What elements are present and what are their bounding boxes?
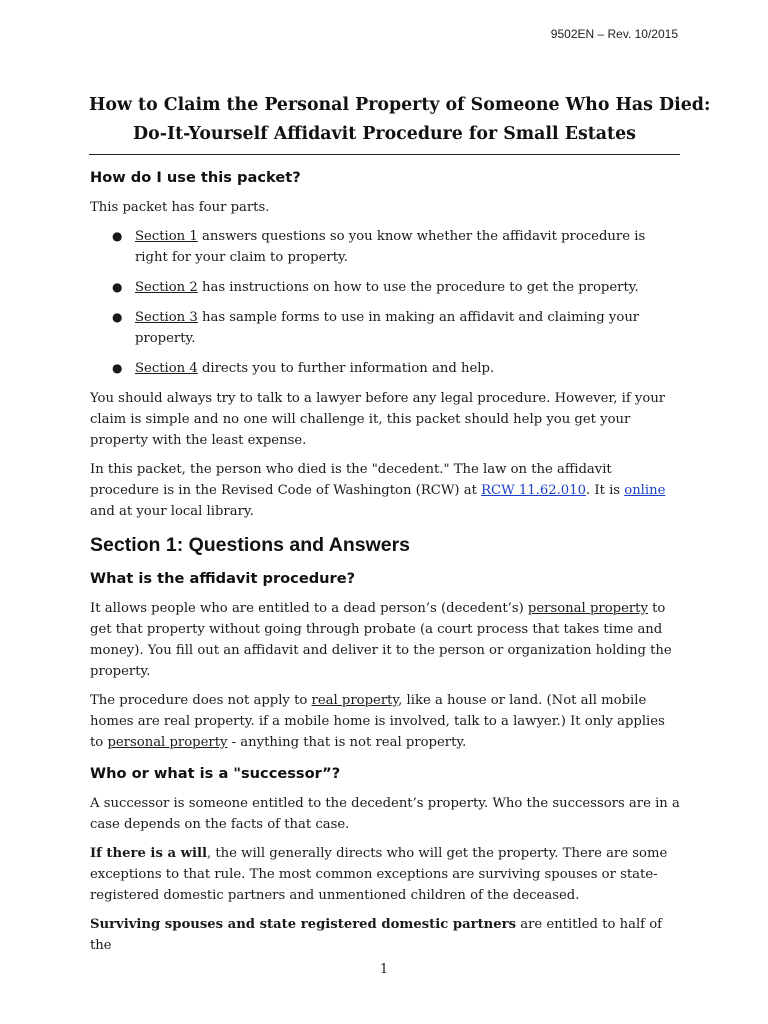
will-paragraph: [90, 843, 682, 906]
text-span: to get that property without going through probate (a court process that takes time and money). You fill out an affidavit and deliver it to the person or organization holding the property.: [90, 601, 672, 679]
section-3-desc: has sample forms to use in making an affidavit and claiming your property.: [135, 310, 640, 346]
heading-affidavit-procedure: What is the affidavit procedure?: [90, 570, 356, 587]
bullet-icon: ●: [112, 280, 123, 294]
lawyer-advice-paragraph: You should always try to talk to a lawyer before any legal procedure. However, if your claim is simple and no one will challenge it, this packet should help you get your property with the least expense.: [90, 391, 666, 448]
text-span: , like a house or land. (Not all mobile homes are real property. if a mobile home is involved, talk to a lawyer.) It only applies to: [90, 693, 665, 750]
title-line-1: How to Claim the Personal Property of Someone Who Has Died:: [89, 95, 711, 115]
spouses-bold-lead: Surviving spouses and state registered domestic partners: [90, 917, 517, 932]
list-item-section-3: [90, 307, 682, 349]
heading-successor: Who or what is a "successor”?: [90, 765, 341, 782]
list-item-section-2: [90, 277, 682, 298]
online-link[interactable]: online: [624, 483, 666, 498]
bullet-icon: ●: [112, 229, 123, 243]
form-revision-id: 9502EN – Rev. 10/2015: [550, 27, 678, 41]
intro-lead: This packet has four parts.: [90, 200, 270, 215]
list-item-section-1: [90, 226, 682, 268]
text-span: The procedure does not apply to: [90, 693, 312, 708]
law-text-2: . It is: [585, 483, 625, 498]
real-property-term: real property: [311, 693, 399, 708]
bullet-icon: ●: [112, 361, 123, 375]
spouses-paragraph: [90, 914, 682, 956]
will-bold-lead: If there is a will: [90, 846, 207, 861]
text-span: - anything that is not real property.: [227, 735, 467, 750]
decedent-law-paragraph: [90, 459, 682, 522]
personal-property-term: personal property: [107, 735, 228, 750]
document-body: [90, 165, 682, 964]
section-2-ref[interactable]: Section 2: [135, 280, 198, 295]
text-span: It allows people who are entitled to a dead person’s (decedent’s): [90, 601, 528, 616]
section-4-ref[interactable]: Section 4: [135, 361, 198, 376]
affidavit-definition-paragraph: [90, 598, 682, 682]
section-1-desc: answers questions so you know whether the affidavit procedure is right for your claim to property.: [135, 229, 646, 265]
rcw-link[interactable]: RCW 11.62.010: [481, 483, 586, 498]
document-title: [89, 91, 711, 155]
personal-property-term: personal property: [527, 601, 648, 616]
bullet-icon: ●: [112, 310, 123, 324]
law-text-3: and at your local library.: [90, 504, 254, 519]
section-list: [90, 226, 682, 379]
section-3-ref[interactable]: Section 3: [135, 310, 198, 325]
successor-definition-paragraph: A successor is someone entitled to the decedent’s property. Who the successors are in a case depends on the facts of that case.: [90, 796, 680, 832]
section-1-heading: Section 1: Questions and Answers: [90, 534, 411, 556]
list-item-section-4: [90, 358, 682, 379]
text-span: are entitled to half of the: [90, 917, 663, 953]
section-1-ref[interactable]: Section 1: [135, 229, 198, 244]
text-span: , the will generally directs who will get the property. There are some exceptions to that rule. The most common exceptions are surviving spouses or state-registered domestic partners and unmentioned children of the deceased.: [90, 846, 668, 903]
section-4-desc: directs you to further information and help.: [197, 361, 495, 376]
page-number: 1: [379, 962, 389, 977]
real-property-paragraph: [90, 690, 682, 753]
law-text-1: In this packet, the person who died is the "decedent." The law on the affidavit procedure is in the Revised Code of Washington (RCW) at: [90, 462, 612, 498]
section-2-desc: has instructions on how to use the procedure to get the property.: [197, 280, 639, 295]
heading-how-to-use: How do I use this packet?: [90, 169, 301, 186]
title-line-2: Do-It-Yourself Affidavit Procedure for Small Estates: [133, 124, 636, 144]
